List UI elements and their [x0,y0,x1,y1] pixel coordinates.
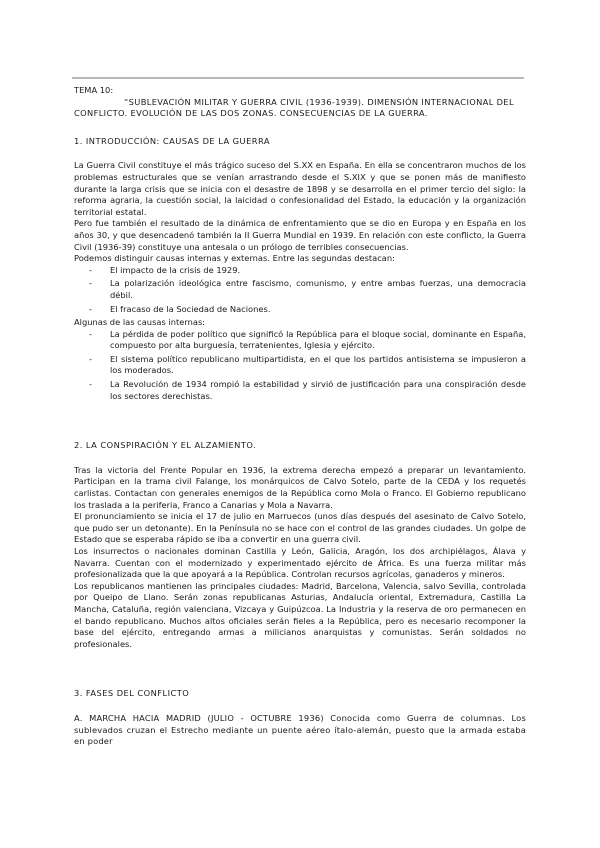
list-item: - El impacto de la crisis de 1929. [89,264,241,275]
section-2-paragraph: Los insurrectos o nacionales dominan Castilla y León, Galicia, Aragón, los dos archipiélagos, Álava y Navarra. Cuentan con el modernizado y experimentado ejército de África. Es una fuerza militar más profesionalizada que la que apoyará a la República. Controlan recursos agrícolas, ganaderos y mineros. [74,546,526,580]
section-1-paragraph: La Guerra Civil constituye el más trágico suceso del S.XX en España. En ella se concentraron muchos de los problemas estructurales que se venían arrastrando desde el S.XIX y que se ponen más de manifiesto durante la larga crisis que se inicia con el desastre de 1898 y se desarrolla en el primer tercio del siglo: la reforma agraria, la cuestión social, la laicidad o confesionalidad del Estado, la educación y la organización territorial estatal. [74,160,526,217]
section-2-paragraph: El pronunciamiento se inicia el 17 de julio en Marruecos (unos días después del asesinato de Calvo Sotelo, que pudo ser un detonante). En la Península no se hace con el control de las grandes ciudades. Un golpe de Estado que se esperaba rápido se iba a convertir en una guerra civil. [74,511,526,545]
tema-label: TEMA 10: [74,85,114,95]
dash-bullet: - [89,278,92,289]
section-2-paragraph: Tras la victoria del Frente Popular en 1936, la extrema derecha empezó a preparar un levantamiento. Participan en la trama civil Falange, los monárquicos de Calvo Sotelo, parte de la CEDA y los requetés carlistas. Contactan con generales enemigos de la República como Mola o Franco. El Gobierno republicano los traslada a la periferia, Franco a Canarias y Mola a Navarra. [74,464,526,510]
top-divider [72,77,524,79]
dash-bullet: - [89,353,92,364]
section-3-heading: 3. FASES DEL CONFLICTO [74,688,190,699]
dash-bullet: - [89,328,92,339]
section-1-paragraph: Pero fue también el resultado de la dinámica de enfrentamiento que se dio en Europa y en España en los años 30, y que desencadenó también la II Guerra Mundial en 1939. En relación con este conflicto, la Guerra Civil (1936-39) constituye una antesala o un prólogo de terribles consecuencias. [74,218,526,252]
dash-bullet: - [89,379,92,390]
section-1-paragraph: Podemos distinguir causas internas y externas. Entre las segundas destacan: [74,253,395,264]
internal-causes-list [74,329,526,403]
list-item: - La Revolución de 1934 rompió la estabilidad y sirvió de justificación para una conspiración desde los sectores derechistas. [89,379,526,401]
dash-bullet: - [89,303,92,314]
external-causes-list [74,265,526,315]
section-1-paragraph: Algunas de las causas internas: [74,317,206,328]
section-2-heading: 2. LA CONSPIRACIÓN Y EL ALZAMIENTO. [74,440,257,451]
list-item: - La polarización ideológica entre fascismo, comunismo, y entre ambas fuerzas, una democracia débil. [89,278,526,300]
section-2-paragraph: Los republicanos mantienen las principales ciudades: Madrid, Barcelona, Valencia, salvo Sevilla, controlada por Queipo de Llano. Serán zonas republicanas Asturias, Andalucía oriental, Extremadura, Castilla La Mancha, Cataluña, región valenciana, Vizcaya y Guipúzcoa. La Industria y la reserva de oro permanecen en el bando republicano. Muchos altos oficiales serán fieles a la República, pero es necesario recomponer la base del ejército, entregando armas a milicianos anarquistas y comunistas. Serán soldados no profesionales. [74,580,526,649]
dash-bullet: - [89,264,92,275]
list-item: - La pérdida de poder político que significó la República para el bloque social, dominante en España, compuesto por alta burguesía, terratenientes, Iglesia y ejército. [89,328,526,351]
list-item: - El fracaso de la Sociedad de Naciones. [89,303,271,314]
document-title-text: “SUBLEVACIÓN MILITAR Y GUERRA CIVIL (1936-1939). DIMENSIÓN INTERNACIONAL DEL CONFLICTO. EVOLUCIÓN DE LAS DOS ZONAS. CONSECUENCIAS DE LA GUERRA. [74,96,514,119]
section-3-paragraph: A. MARCHA HACIA MADRID (JULIO - OCTUBRE 1936) Conocida como Guerra de columnas. Los sublevados cruzan el Estrecho mediante un puente aéreo ítalo-alemán, puesto que la armada estaba en poder [74,712,526,747]
list-item: - El sistema político republicano multipartidista, en el que los partidos antisistema se impusieron a los moderados. [89,353,526,376]
document-title [74,97,526,120]
section-1-heading: 1. INTRODUCCIÓN: CAUSAS DE LA GUERRA [74,135,270,146]
document-body [74,85,526,748]
